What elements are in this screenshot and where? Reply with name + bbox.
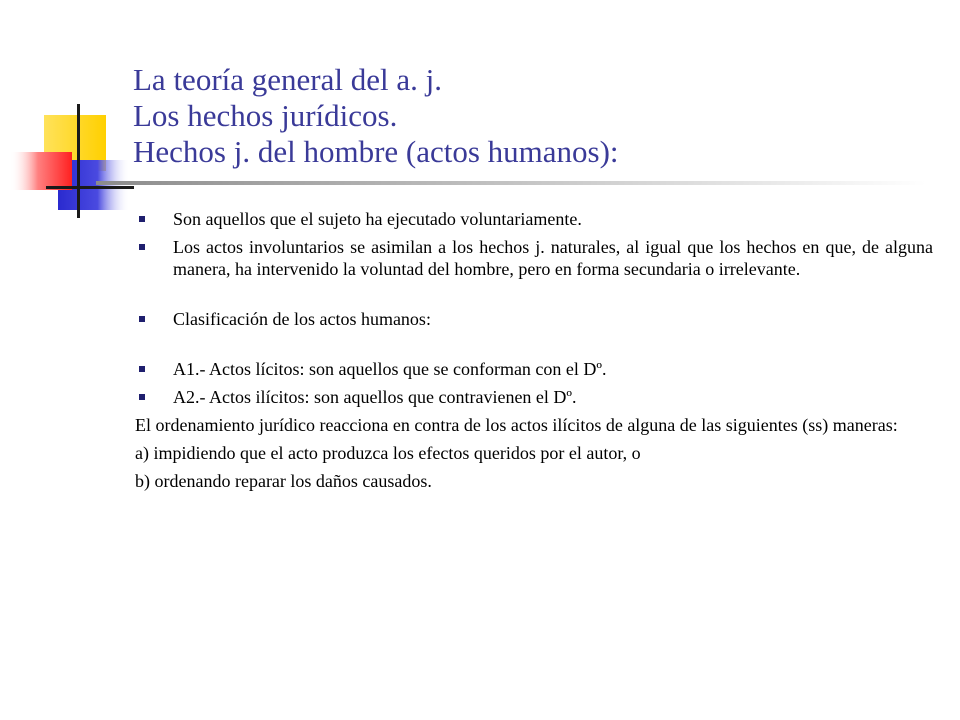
- bullet-marker-icon: [139, 394, 145, 400]
- bullet-marker-icon: [139, 244, 145, 250]
- slide-title: [133, 62, 933, 170]
- bullet-text: Clasificación de los actos humanos:: [173, 309, 431, 329]
- bullet-item: [135, 208, 933, 230]
- bullet-marker-icon: [139, 216, 145, 222]
- title-line-3: Hechos j. del hombre (actos humanos):: [133, 134, 619, 169]
- body-paragraph: El ordenamiento jurídico reacciona en contra de los actos ilícitos de alguna de las siguientes (ss) maneras:: [135, 415, 898, 435]
- bullet-item: [135, 386, 933, 408]
- bullet-text: Son aquellos que el sujeto ha ejecutado voluntariamente.: [173, 209, 582, 229]
- slide-body: [135, 208, 933, 492]
- bullet-item: [135, 236, 933, 280]
- option-line-a: a) impidiendo que el acto produzca los efectos queridos por el autor, o: [135, 443, 641, 463]
- bullet-item: [135, 308, 933, 330]
- bullet-marker-icon: [139, 366, 145, 372]
- bullet-text: A1.- Actos lícitos: son aquellos que se conforman con el Dº.: [173, 359, 607, 379]
- option-line-b: b) ordenando reparar los daños causados.: [135, 471, 432, 491]
- title-divider: [96, 181, 926, 185]
- bullet-text: Los actos involuntarios se asimilan a los hechos j. naturales, al igual que los hechos en que, de alguna manera, ha intervenido la voluntad del hombre, pero en forma secundaria o irrelevante.: [173, 237, 933, 279]
- bullet-text: A2.- Actos ilícitos: son aquellos que contravienen el Dº.: [173, 387, 577, 407]
- title-line-2: Los hechos jurídicos.: [133, 98, 398, 133]
- bullet-marker-icon: [139, 316, 145, 322]
- title-line-1: La teoría general del a. j.: [133, 62, 442, 97]
- bullet-item: [135, 358, 933, 380]
- corner-logo-icon: [0, 0, 140, 230]
